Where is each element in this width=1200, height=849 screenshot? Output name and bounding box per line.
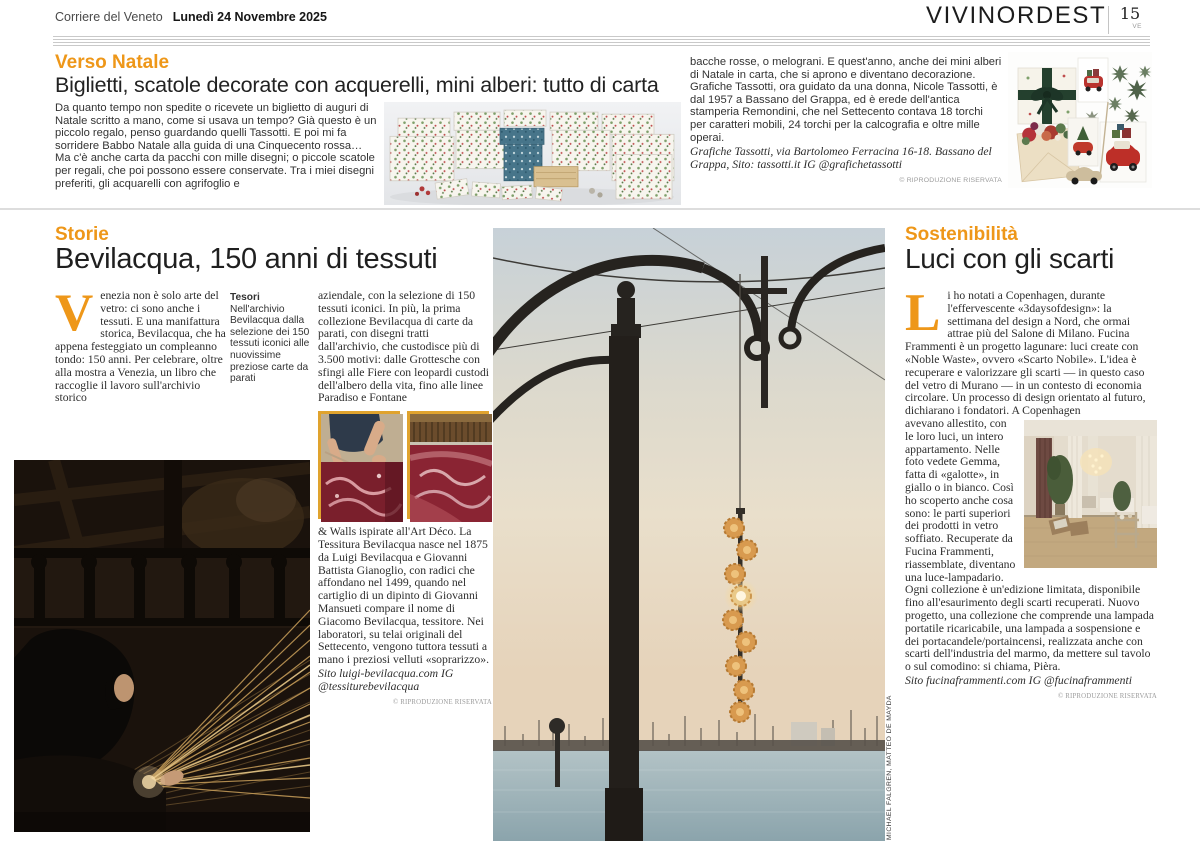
- headline-verso-natale: Biglietti, scatole decorate con acquerelli, mini alberi: tutto di carta: [55, 73, 659, 97]
- drop-cap: L: [905, 284, 941, 342]
- header-rules: [53, 36, 1150, 47]
- storie-column-1: [55, 284, 227, 405]
- storie-caption-column: [230, 292, 316, 385]
- copyright-notice: © RIPRODUZIONE RISERVATA: [392, 698, 492, 706]
- verso-natale-column-left: Da quanto tempo non spedite o ricevete un biglietto di auguri di Natale scritto a mano, come si usava un tempo? Già questo è un piccolo regalo, penso guardando quelli Tassotti. E poi mi fa sorridere Babbo Natale alla guida di una Cinquecento rossa… Ma c'è anche carta da pacchi con mille disegni; o piccole scatole per regali, che poi possono essere conservate. Tra i miei disegni preferiti, gli acquarelli con agrifoglio e: [55, 102, 377, 190]
- paper-name: Corriere del Veneto: [55, 10, 163, 24]
- sostenibilita-text-1: i ho notati a Copenhagen, durante l'effervescente «3daysofdesign»: la settimana del design a Nord, che ormai attrae più del Salone di Milano. Fucina Frammenti è un progetto lagunare: luci create con «Noble Waste», ovvero «Scarto Nobile». L'idea è recuperare e valorizzare gli scarti — in questo caso del vetro di Murano — in un contesto di economia circolare. Un processo di design orientato al futuro, dichiarano i fondatori. A Copenhagen: [905, 289, 1146, 418]
- storie-mini-photos: [318, 411, 492, 519]
- page-number: 15: [1119, 4, 1141, 23]
- edition-code: VE: [1132, 23, 1142, 30]
- kicker-sostenibilita: Sostenibilità: [905, 224, 1018, 245]
- sostenibilita-body: [905, 284, 1157, 704]
- photo-decorated-boxes: [384, 102, 681, 205]
- contact-info: Sito fucinaframmenti.com IG @fucinaframmenti: [905, 673, 1132, 687]
- drop-cap: V: [55, 284, 94, 342]
- photo-venice-lamp-pendant: [493, 228, 885, 841]
- storie-body-2: aziendale, con la selezione di 150 tessuti iconici. In più, la prima collezione Bevilacqua di carte da parati, con disegni tratti dall'archivio, che custodisce più di 3.500 motivi: dalle Grottesche con sfingi alle Fiere con leopardi custodi dell'albero della vita, fino alle linee Paradiso e Fontane: [318, 289, 490, 405]
- verso-natale-body: bacche rosse, o melograni. E quest'anno, anche dei mini alberi di Natale in carta, che si aprono e diventano decorazione. Grafiche Tassotti, ora guidato da una donna, Nicole Tassotti, è dal 1957 a Bassano del Grappa, ed è erede dell'antica stamperia Remondini, che nel Settecento contava 18 torchi per caratteri mobili, 24 torchi per la calcografia e oltre mille operai.: [690, 56, 1002, 144]
- section-masthead: VIVINORDEST: [926, 2, 1107, 29]
- photo-velvet-workshop: [318, 411, 400, 519]
- photo-apartment-interior: [1024, 420, 1157, 568]
- header-left: [55, 10, 327, 24]
- kicker-storie: Storie: [55, 224, 109, 245]
- copyright-notice: © RIPRODUZIONE RISERVATA: [899, 177, 1002, 185]
- storie-body-1: enezia non è solo arte del vetro: ci sono anche i tessuti. E una manifattura storica, Bevilacqua, che ha appena festeggiato un compleanno tondo: 150 anni. Per celebrare, oltre alla mostra a Venezia, un libro che raccoglie il lavoro sull'archivio storico: [55, 289, 226, 405]
- headline-sostenibilita: Luci con gli scarti: [905, 243, 1115, 274]
- photo-loom-fabric: [407, 411, 489, 519]
- issue-date: Lunedì 24 Novembre 2025: [172, 10, 327, 24]
- photo-credit: MICHAEL FALGREN, MATTEO DE MAYDA: [886, 695, 893, 840]
- copyright-notice: © RIPRODUZIONE RISERVATA: [1057, 692, 1157, 700]
- contact-info: Grafiche Tassotti, via Bartolomeo Ferracina 16-18. Bassano del Grappa, Sito: tassotti.it IG @grafichetassotti: [690, 145, 992, 172]
- verso-natale-column-right: [690, 56, 1002, 188]
- header-divider: [1108, 6, 1109, 34]
- storie-column-3: [318, 290, 492, 710]
- photo-weaving-workshop: [14, 460, 310, 832]
- photo-christmas-cards: [1008, 52, 1152, 188]
- page-number-block: [1118, 4, 1142, 30]
- section-divider: [0, 208, 1200, 210]
- sostenibilita-text-2: avevano allestito, con le loro luci, un intero appartamento. Nelle foto vedete Gemma, fatta di «galotte», in giallo o in bianco. Così ho scoperto anche cosa sono: le parti superiori dei prodotti in vetro soffiato. Recuperate da Fucina Frammenti, riassemblate, diventano una luce-lampadario. Ogni collezione è un'edizione limitata, disponibile fino all'esaurimento degli scarti recuperati. Nuovo progetto, una collezione che comprende una lampada portatile ricaricabile, una lampada a sospensione e dei portacandele/portaincensi, realizzata anche con scarti dell'industria del marmo, da mettere sul tavolo o sul comodino: si chiama, Pièra.: [905, 416, 1154, 674]
- kicker-verso-natale: Verso Natale: [55, 52, 170, 73]
- caption-text: Nell'archivio Bevilacqua dalla selezione dei 150 tessuti iconici alle nuovissime preziose carte da parati: [230, 303, 310, 385]
- contact-info: Sito luigi-bevilacqua.com IG @tessiturebevilacqua: [318, 666, 454, 693]
- storie-body-3: & Walls ispirate all'Art Déco. La Tessitura Bevilacqua nasce nel 1875 da Luigi Bevilacqua e Giovanni Battista Gianoglio, con radici che affondano nel 1499, quando nel cartiglio di un dipinto di Giovanni Mansueti compare il nome di Giacomo Bevilacqua, tessitore. Nei laboratori, su telai originali del Settecento, vengono tuttora tessuti a mano i preziosi velluti «soprarizzo».: [318, 525, 490, 667]
- headline-storie: Bevilacqua, 150 anni di tessuti: [55, 243, 438, 275]
- caption-title: Tesori: [230, 292, 260, 303]
